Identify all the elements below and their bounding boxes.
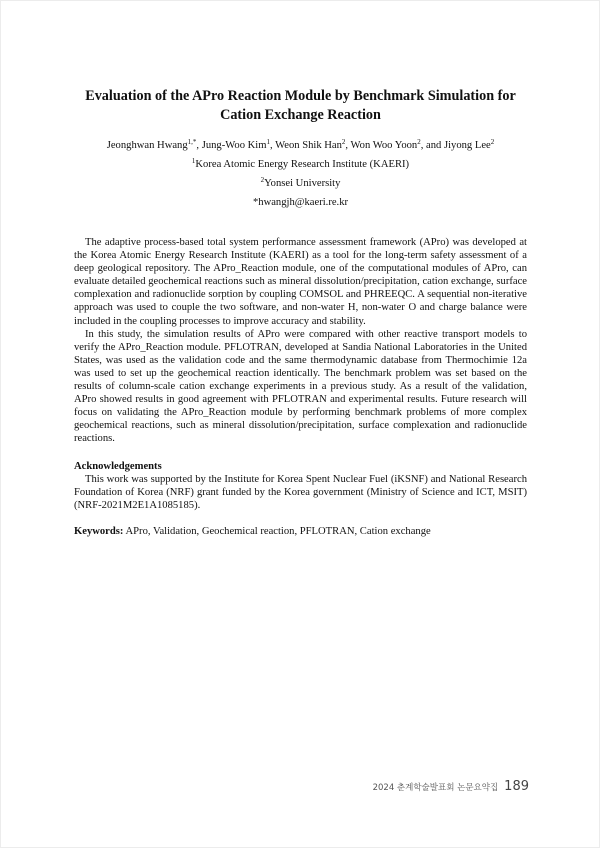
- keywords-label: Keywords:: [74, 525, 124, 537]
- acknowledgements-heading: Acknowledgements: [74, 460, 162, 472]
- keywords-text: APro, Validation, Geochemical reaction, PFLOTRAN, Cation exchange: [125, 525, 431, 537]
- corresponding-email: *hwangjh@kaeri.re.kr: [252, 197, 349, 208]
- proceedings-name: 2024 춘계학술발표회 논문요약집: [372, 783, 499, 793]
- abstract-paragraph-1: The adaptive process-based total system performance assessment framework (APro) was developed at the Korea Atomic Energy Research Institute (KAERI) as a tool for the long-term safety assessment of a deep geological repository. The APro_Reaction module, one of the computational modules of APro, can evaluate detailed geochemical reactions such as mineral dissolution/precipitation, cation exchange, surface complexation and radionuclide sorption by coupling COMSOL and PHREEQC. A sequential non-iterative approach was used to couple the two software, and non-water H, non-water O and charge balance were included in the coupling processes to improve accuracy and stability.: [74, 237, 527, 327]
- paper-content: [1, 1, 599, 538]
- author: Weon Shik Han$^2$,: [275, 138, 351, 151]
- author: Won Woo Yoon$^2$, and: [350, 138, 444, 151]
- affiliation-1: $^1$Korea Atomic Energy Research Institute (KAERI): [191, 157, 410, 170]
- author: Jeonghwan Hwang$^{1,*}$,: [106, 138, 202, 151]
- paper-title: Evaluation of the APro Reaction Module by Benchmark Simulation for Cation Exchange Reaction: [85, 88, 516, 123]
- page-footer: [373, 779, 529, 796]
- acknowledgements-text: This work was supported by the Institute for Korea Spent Nuclear Fuel (iKSNF) and National Research Foundation of Korea (NRF) grant funded by the Korea government (Ministry of Science and ICT, MSIT) (NRF-2021M2E1A1085185).: [74, 473, 527, 511]
- author: Jiyong Lee$^2$: [443, 138, 495, 151]
- affiliation-2: $^2$Yonsei University: [260, 176, 341, 189]
- page-number: 189: [504, 779, 529, 794]
- author: Jung-Woo Kim$^1$,: [201, 138, 276, 151]
- keywords: [74, 525, 527, 538]
- author-list: [74, 138, 527, 153]
- abstract-paragraph-2: In this study, the simulation results of APro were compared with other reactive transport models to verify the APro_Reaction module. PFLOTRAN, developed at Sandia National Laboratories in the United States, was used as the validation code and the same thermodynamic database from Thermochimie 12a was used to set up the geochemical reaction identically. The benchmark problem was set based on the results of column-scale cation exchange experiments in a previous study. As a result of the validation, APro showed results in good agreement with PFLOTRAN and experimental results. Future research will focus on validating the APro_Reaction module by performing benchmark problems of more complex geochemical reactions, such as mineral dissolution/precipitation, surface complexation and radionuclide reactions.: [74, 328, 527, 445]
